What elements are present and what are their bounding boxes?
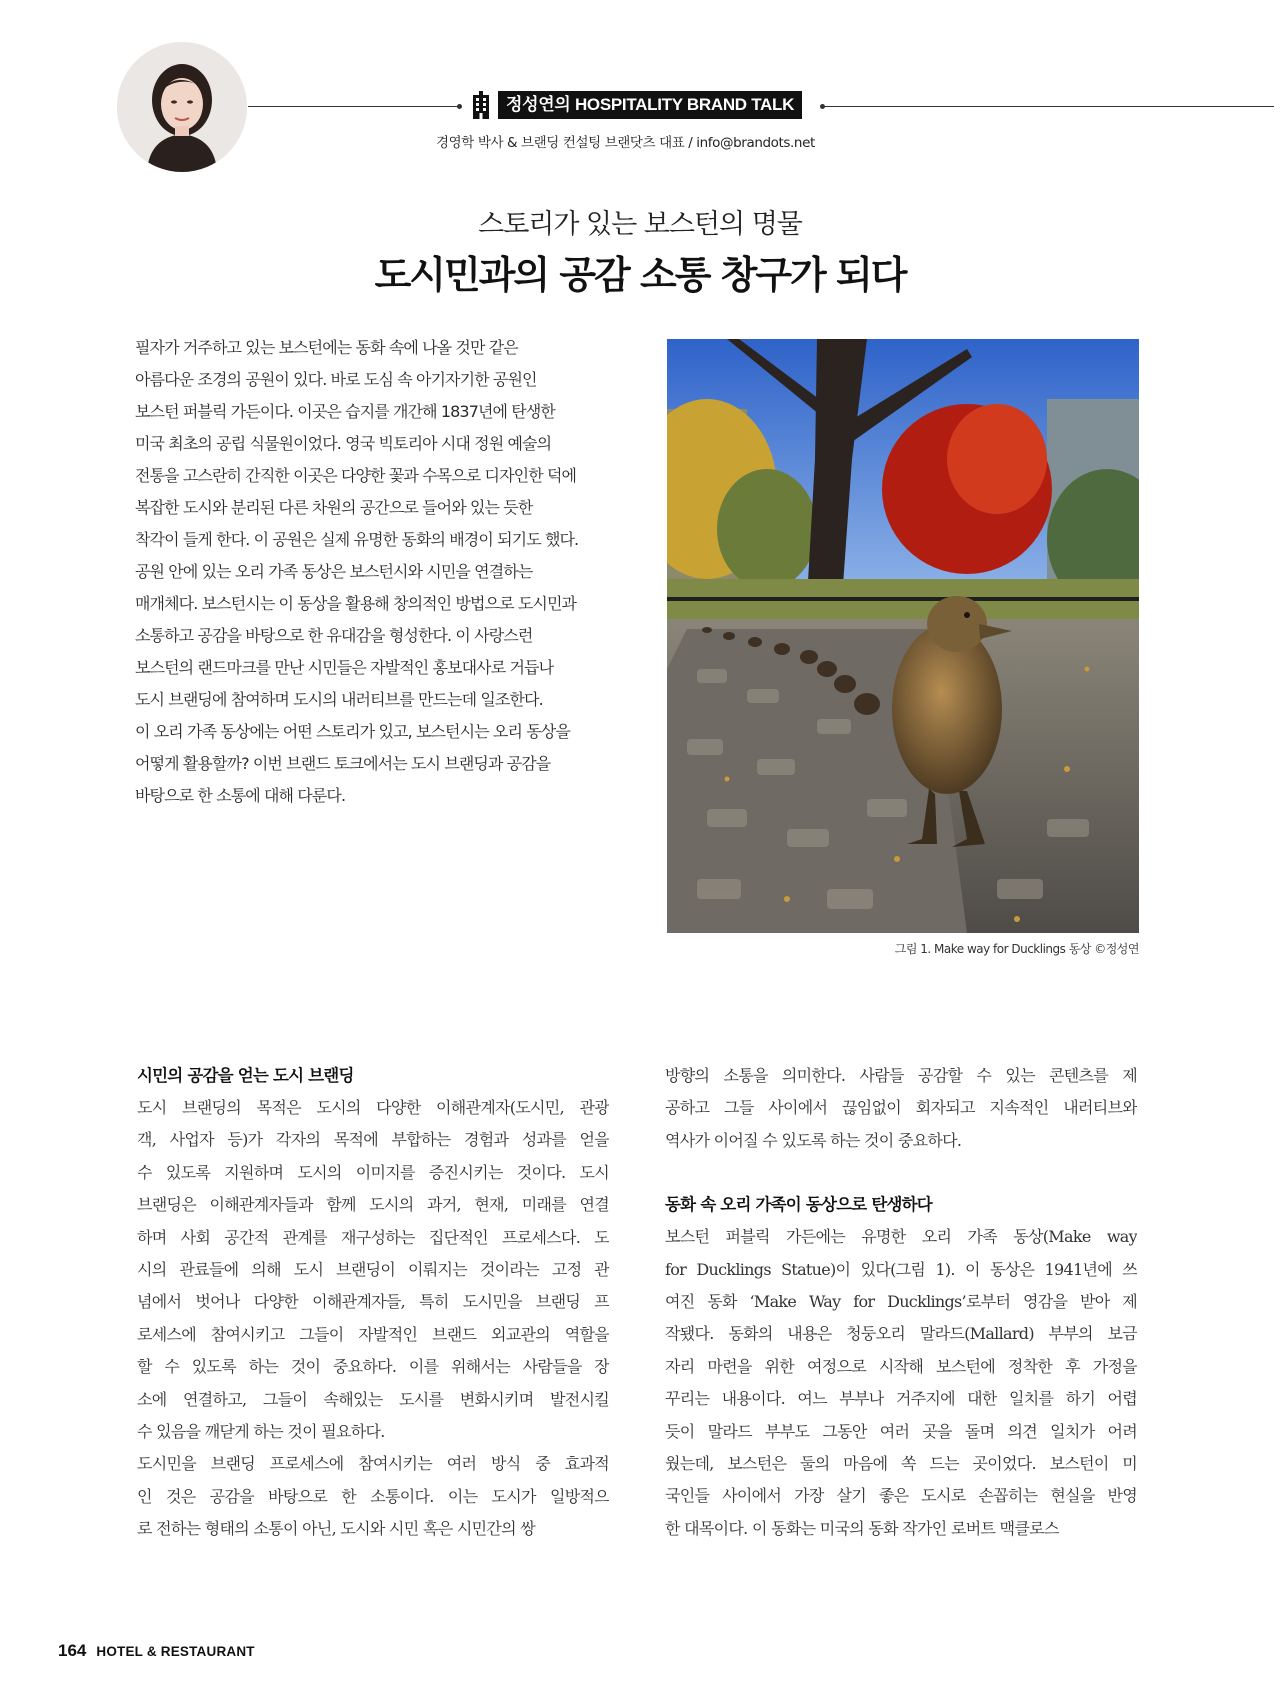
figure-photo <box>667 339 1139 933</box>
text-line: 인 것은 공감을 바탕으로 한 소통이다. 이는 도시가 일방적으 <box>137 1486 609 1506</box>
duck-statue-photo <box>667 339 1139 933</box>
text-line: 도시 브랜딩의 목적은 도시의 다양한 이해관계자(도시민, 관광 <box>137 1098 609 1117</box>
page-number: 164 <box>58 1641 87 1660</box>
text-line: 도시 브랜딩에 참여하며 도시의 내러티브를 만드는데 일조한다. <box>135 690 543 709</box>
text-line: 보스턴 퍼블릭 가든이다. 이곳은 습지를 개간해 1837년에 탄생한 <box>135 402 555 421</box>
text-line: 미국 최초의 공립 식물원이었다. 영국 빅토리아 시대 정원 예술의 <box>135 434 552 453</box>
text-line: 한 대목이다. 이 동화는 미국의 동화 작가인 로버트 맥클로스 <box>665 1518 1059 1538</box>
text-line: 작됐다. 동화의 내용은 청둥오리 말라드(Mallard) 부부의 보금 <box>665 1324 1137 1344</box>
article-subtitle: 스토리가 있는 보스턴의 명물 <box>478 209 802 240</box>
page-footer <box>58 1641 255 1661</box>
text-line: 소에 연결하고, 그들이 속해있는 도시를 변화시키며 발전시킬 <box>137 1389 609 1409</box>
text-line: 자리 마련을 위한 여정으로 시작해 보스턴에 정착한 후 가정을 <box>665 1356 1137 1376</box>
section-heading-city-branding: 시민의 공감을 얻는 도시 브랜딩 <box>137 1066 354 1085</box>
column-brand <box>470 90 802 120</box>
text-line: 념에서 벗어나 다양한 이해관계자들, 특히 도시민을 브랜딩 프 <box>137 1292 609 1312</box>
figure-caption: 그림 1. Make way for Ducklings 동상 ©정성연 <box>894 942 1139 956</box>
text-line: 하며 사회 공간적 관계를 재구성하는 집단적인 프로세스다. 도 <box>137 1227 609 1247</box>
text-line: 방향의 소통을 의미한다. 사람들 공감할 수 있는 콘텐츠를 제 <box>665 1066 1137 1085</box>
text-line: 전통을 고스란히 간직한 이곳은 다양한 꽃과 수목으로 디자인한 덕에 <box>135 466 577 485</box>
text-line: 여진 동화 ‘Make Way for Ducklings’로부터 영감을 받아 제 <box>665 1292 1137 1312</box>
header-rule-left <box>248 106 460 107</box>
text-line: 공하고 그들 사이에서 끊임없이 회자되고 지속적인 내러티브와 <box>665 1098 1137 1118</box>
text-line: 아름다운 조경의 공원이 있다. 바로 도심 속 아기자기한 공원인 <box>135 370 537 389</box>
text-line: 로세스에 참여시키고 그들이 자발적인 브랜드 외교관의 역할을 <box>137 1324 609 1344</box>
author-portrait <box>117 42 247 172</box>
body-column-left <box>137 1060 609 1546</box>
author-portrait-image <box>117 42 247 172</box>
magazine-name-bold: HOTEL <box>96 1644 143 1659</box>
intro-paragraph <box>135 332 625 812</box>
text-line: 수 있음을 깨닫게 하는 것이 필요하다. <box>137 1422 385 1442</box>
text-line: 매개체다. 보스턴시는 이 동상을 활용해 창의적인 방법으로 도시민과 <box>135 594 577 613</box>
text-line: 보스턴의 랜드마크를 만난 시민들은 자발적인 홍보대사로 거듭나 <box>135 658 554 677</box>
text-line: 이 오리 가족 동상에는 어떤 스토리가 있고, 보스턴시는 오리 동상을 <box>135 722 570 741</box>
text-line: 공원 안에 있는 오리 가족 동상은 보스턴시와 시민을 연결하는 <box>135 562 533 581</box>
text-line: 국인들 사이에서 가장 살기 좋은 도시로 손꼽히는 현실을 반영 <box>665 1486 1137 1506</box>
text-line: 바탕으로 한 소통에 대해 다룬다. <box>135 786 346 805</box>
paragraph-gap <box>665 1157 1137 1189</box>
header-rule-right <box>822 106 1274 107</box>
column-title <box>498 91 802 119</box>
text-line: 소통하고 공감을 바탕으로 한 유대감을 형성한다. 이 사랑스런 <box>135 626 533 645</box>
text-line: 어떻게 활용할까? 이번 브랜드 토크에서는 도시 브랜딩과 공감을 <box>135 754 551 773</box>
text-line: 할 수 있도록 하는 것이 중요하다. 이를 위해서는 사람들을 장 <box>137 1357 609 1377</box>
text-line: 필자가 거주하고 있는 보스턴에는 동화 속에 나올 것만 같은 <box>135 338 518 357</box>
text-line: 브랜딩은 이해관계자들과 함께 도시의 과거, 현재, 미래를 연결 <box>137 1195 609 1215</box>
text-line: 객, 사업자 등)가 각자의 목적에 부합하는 경험과 성과를 얻을 <box>137 1130 609 1150</box>
text-line: for Ducklings Statue)이 있다(그림 1). 이 동상은 1941년에 쓰 <box>665 1259 1137 1279</box>
column-series-name: HOSPITALITY BRAND TALK <box>574 95 795 114</box>
text-line: 역사가 이어질 수 있도록 하는 것이 중요하다. <box>665 1130 962 1150</box>
section-heading-duck-statue: 동화 속 오리 가족이 동상으로 탄생하다 <box>665 1195 932 1215</box>
article-title: 도시민과의 공감 소통 창구가 되다 <box>374 253 906 297</box>
text-line: 듯이 말라드 부부도 그동안 여러 곳을 돌며 의견 일치가 어려 <box>665 1421 1137 1441</box>
column-author-name: 정성연의 <box>506 95 571 115</box>
text-line: 도시민을 브랜딩 프로세스에 참여시키는 여러 방식 중 효과적 <box>137 1454 609 1474</box>
text-line: 보스턴 퍼블릭 가든에는 유명한 오리 가족 동상(Make way <box>665 1227 1137 1247</box>
text-line: 착각이 들게 한다. 이 공원은 실제 유명한 동화의 배경이 되기도 했다. <box>135 530 579 549</box>
text-line: 수 있도록 지원하며 도시의 이미지를 증진시키는 것이다. 도시 <box>137 1162 609 1182</box>
text-line: 복잡한 도시와 분리된 다른 차원의 공간으로 들어와 있는 듯한 <box>135 498 533 517</box>
building-icon <box>470 91 492 119</box>
author-byline: 경영학 박사 & 브랜딩 컨설팅 브랜닷츠 대표 / info@brandots.net <box>436 135 815 151</box>
magazine-name <box>96 1644 254 1659</box>
text-line: 시의 관료들에 의해 도시 브랜딩이 이뤄지는 것이라는 고정 관 <box>137 1260 609 1280</box>
body-column-right <box>665 1060 1137 1545</box>
text-line: 꾸리는 내용이다. 여느 부부나 거주지에 대한 일치를 하기 어렵 <box>665 1389 1137 1409</box>
text-line: 웠는데, 보스턴은 둘의 마음에 쏙 드는 곳이었다. 보스턴이 미 <box>665 1454 1137 1474</box>
text-line: 로 전하는 형태의 소통이 아닌, 도시와 시민 혹은 시민간의 쌍 <box>137 1519 536 1539</box>
magazine-name-rest: & RESTAURANT <box>142 1644 255 1659</box>
